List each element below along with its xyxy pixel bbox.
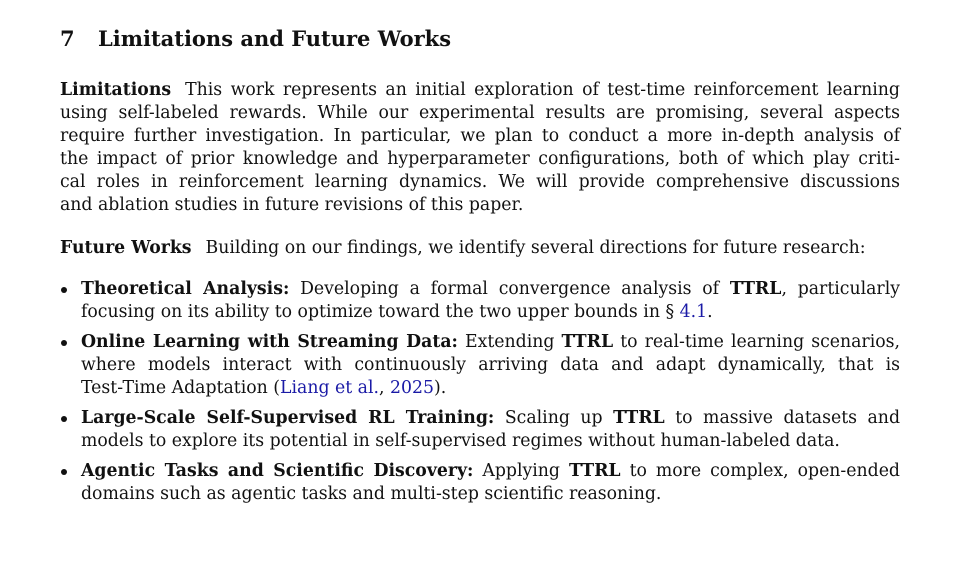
- item-title: Online Learning with Streaming Data:: [81, 332, 458, 352]
- item-text: focusing on its ability to optimize toward the two upper bounds in §: [81, 302, 675, 322]
- item-text: to real-time learning scenarios,: [620, 332, 900, 352]
- citation-link[interactable]: Liang et al.: [280, 378, 379, 398]
- bullet-icon: [61, 469, 67, 475]
- document-page: [60, 26, 900, 513]
- future-works-intro: Building on our findings, we identify several directions for future research:: [205, 238, 866, 258]
- item-text: , particularly: [781, 279, 900, 299]
- list-item: [60, 407, 900, 453]
- list-item: [60, 460, 900, 506]
- item-line: domains such as agentic tasks and multi-step scientific reasoning.: [81, 484, 662, 504]
- paragraph-text: This work represents an initial exploration of test-time reinforcement learning: [185, 80, 900, 100]
- item-text: .: [707, 302, 713, 322]
- item-title: Agentic Tasks and Scientific Discovery:: [81, 461, 474, 481]
- paragraph-line: [60, 79, 900, 102]
- item-text: to massive datasets and: [675, 408, 901, 428]
- section-heading: [60, 26, 900, 52]
- item-text: Developing a formal convergence analysis of: [300, 279, 720, 299]
- citation-year-link[interactable]: 2025: [390, 378, 434, 398]
- paragraph-line: require further investigation. In particular, we plan to conduct a more in-depth analysis of: [60, 126, 900, 146]
- ttrl-term: TTRL: [613, 408, 665, 428]
- section-ref-link[interactable]: 4.1: [679, 302, 708, 322]
- item-text: Applying: [482, 461, 560, 481]
- future-works-list: [60, 278, 900, 506]
- future-works-heading: Future Works: [60, 238, 192, 258]
- section-number: 7: [60, 26, 75, 51]
- item-line: [81, 301, 900, 324]
- list-item: [60, 278, 900, 324]
- ttrl-term: TTRL: [561, 332, 614, 352]
- paragraph-line: [60, 237, 900, 260]
- list-item: [60, 331, 900, 400]
- item-title: Theoretical Analysis:: [81, 279, 290, 299]
- item-line: [81, 460, 900, 483]
- future-works-paragraph: [60, 237, 900, 260]
- limitations-heading: Limitations: [60, 80, 172, 100]
- item-line: [81, 377, 900, 400]
- item-text: Test-Time Adaptation (: [81, 378, 281, 398]
- paragraph-line: the impact of prior knowledge and hyperparameter configurations, both of which play criti-: [60, 149, 900, 169]
- item-title: Large-Scale Self-Supervised RL Training:: [81, 408, 495, 428]
- item-line: where models interact with continuously arriving data and adapt dynamically, that is: [81, 355, 900, 375]
- item-text: ).: [433, 378, 447, 398]
- item-text: Extending: [465, 332, 555, 352]
- section-title: Limitations and Future Works: [98, 26, 452, 51]
- paragraph-line: cal roles in reinforcement learning dynamics. We will provide comprehensive discussions: [60, 172, 900, 192]
- item-line: [81, 278, 900, 301]
- paragraph-line: using self-labeled rewards. While our experimental results are promising, several aspects: [60, 103, 900, 123]
- item-line: [81, 331, 900, 354]
- limitations-paragraph: [60, 79, 900, 217]
- bullet-icon: [61, 340, 67, 346]
- item-line: models to explore its potential in self-supervised regimes without human-labeled data.: [81, 431, 840, 451]
- ttrl-term: TTRL: [568, 461, 621, 481]
- bullet-icon: [61, 416, 67, 422]
- item-text: to more complex, open-ended: [629, 461, 900, 481]
- item-text: Scaling up: [504, 408, 603, 428]
- paragraph-line: and ablation studies in future revisions of this paper.: [60, 195, 524, 215]
- ttrl-term: TTRL: [729, 279, 782, 299]
- item-line: [81, 407, 900, 430]
- item-text: ,: [379, 378, 390, 398]
- bullet-icon: [61, 287, 67, 293]
